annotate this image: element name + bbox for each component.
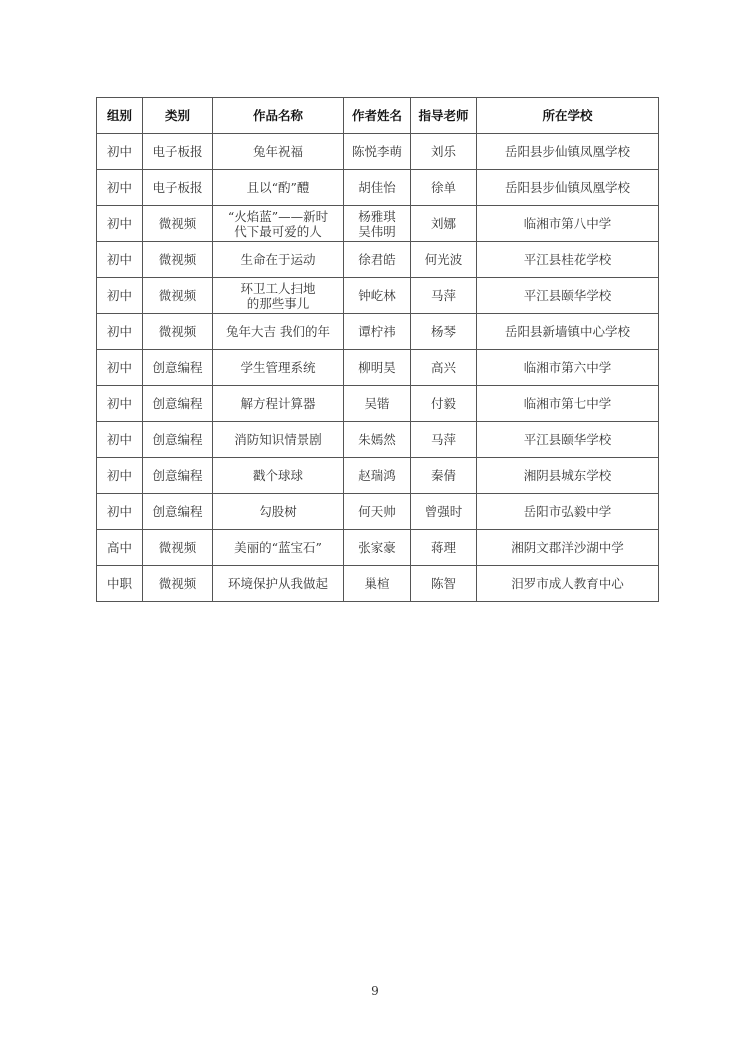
table-row	[97, 494, 659, 530]
category-cell: 微视频	[143, 242, 213, 278]
work-title-cell: 环卫工人扫地 的那些事儿	[213, 278, 344, 314]
group-cell: 初中	[97, 386, 143, 422]
category-cell: 微视频	[143, 278, 213, 314]
advisor-cell: 杨琴	[411, 314, 477, 350]
group-cell: 初中	[97, 206, 143, 242]
category-cell: 创意编程	[143, 422, 213, 458]
work-title-cell: 兔年大吉 我们的年	[213, 314, 344, 350]
column-header-category: 类别	[143, 98, 213, 134]
work-title-cell: 学生管理系统	[213, 350, 344, 386]
author-cell: 柳明昊	[344, 350, 411, 386]
table-row	[97, 206, 659, 242]
school-cell: 岳阳县新墙镇中心学校	[477, 314, 659, 350]
work-title-cell: “火焰蓝”——新时 代下最可爱的人	[213, 206, 344, 242]
table-row	[97, 458, 659, 494]
work-title-cell: 生命在于运动	[213, 242, 344, 278]
category-cell: 电子板报	[143, 134, 213, 170]
school-cell: 岳阳县步仙镇凤凰学校	[477, 134, 659, 170]
award-works-table	[96, 97, 659, 602]
group-cell: 初中	[97, 314, 143, 350]
table-row	[97, 530, 659, 566]
author-cell: 赵瑞鸿	[344, 458, 411, 494]
author-cell: 巢楦	[344, 566, 411, 602]
advisor-cell: 曾强时	[411, 494, 477, 530]
work-title-cell: 且以“酌”醴	[213, 170, 344, 206]
column-header-group: 组别	[97, 98, 143, 134]
advisor-cell: 马萍	[411, 422, 477, 458]
category-cell: 微视频	[143, 530, 213, 566]
table-row	[97, 242, 659, 278]
table-row	[97, 314, 659, 350]
category-cell: 微视频	[143, 566, 213, 602]
category-cell: 电子板报	[143, 170, 213, 206]
group-cell: 初中	[97, 350, 143, 386]
table-row	[97, 170, 659, 206]
advisor-cell: 刘乐	[411, 134, 477, 170]
author-cell: 朱嫣然	[344, 422, 411, 458]
school-cell: 湘阴文郡洋沙湖中学	[477, 530, 659, 566]
header-row	[97, 98, 659, 134]
column-header-work-title: 作品名称	[213, 98, 344, 134]
author-cell: 钟屹林	[344, 278, 411, 314]
advisor-cell: 蒋理	[411, 530, 477, 566]
table-row	[97, 422, 659, 458]
table-row	[97, 386, 659, 422]
author-cell: 张家豪	[344, 530, 411, 566]
school-cell: 平江县桂花学校	[477, 242, 659, 278]
author-cell: 杨雅琪 吴伟明	[344, 206, 411, 242]
column-header-school: 所在学校	[477, 98, 659, 134]
category-cell: 创意编程	[143, 458, 213, 494]
table-row	[97, 566, 659, 602]
table-row	[97, 350, 659, 386]
category-cell: 微视频	[143, 314, 213, 350]
group-cell: 高中	[97, 530, 143, 566]
work-title-cell: 美丽的“蓝宝石”	[213, 530, 344, 566]
group-cell: 初中	[97, 458, 143, 494]
group-cell: 中职	[97, 566, 143, 602]
group-cell: 初中	[97, 494, 143, 530]
work-title-cell: 环境保护从我做起	[213, 566, 344, 602]
group-cell: 初中	[97, 134, 143, 170]
work-title-cell: 解方程计算器	[213, 386, 344, 422]
work-title-cell: 消防知识情景剧	[213, 422, 344, 458]
page-number: 9	[371, 984, 379, 998]
group-cell: 初中	[97, 422, 143, 458]
school-cell: 临湘市第六中学	[477, 350, 659, 386]
advisor-cell: 何光波	[411, 242, 477, 278]
work-title-cell: 兔年祝福	[213, 134, 344, 170]
author-cell: 胡佳怡	[344, 170, 411, 206]
advisor-cell: 马萍	[411, 278, 477, 314]
advisor-cell: 徐单	[411, 170, 477, 206]
school-cell: 汨罗市成人教育中心	[477, 566, 659, 602]
group-cell: 初中	[97, 242, 143, 278]
advisor-cell: 陈智	[411, 566, 477, 602]
author-cell: 陈悦李萌	[344, 134, 411, 170]
work-title-cell: 戳个球球	[213, 458, 344, 494]
group-cell: 初中	[97, 170, 143, 206]
category-cell: 微视频	[143, 206, 213, 242]
school-cell: 平江县颐华学校	[477, 278, 659, 314]
category-cell: 创意编程	[143, 350, 213, 386]
table-header	[97, 98, 659, 134]
category-cell: 创意编程	[143, 494, 213, 530]
school-cell: 湘阴县城东学校	[477, 458, 659, 494]
author-cell: 徐君皓	[344, 242, 411, 278]
author-cell: 吴锴	[344, 386, 411, 422]
column-header-author: 作者姓名	[344, 98, 411, 134]
advisor-cell: 付毅	[411, 386, 477, 422]
author-cell: 谭柠祎	[344, 314, 411, 350]
table-row	[97, 134, 659, 170]
author-cell: 何天帅	[344, 494, 411, 530]
school-cell: 岳阳县步仙镇凤凰学校	[477, 170, 659, 206]
category-cell: 创意编程	[143, 386, 213, 422]
school-cell: 平江县颐华学校	[477, 422, 659, 458]
school-cell: 临湘市第七中学	[477, 386, 659, 422]
work-title-cell: 勾股树	[213, 494, 344, 530]
table-row	[97, 278, 659, 314]
column-header-advisor: 指导老师	[411, 98, 477, 134]
advisor-cell: 秦倩	[411, 458, 477, 494]
school-cell: 临湘市第八中学	[477, 206, 659, 242]
group-cell: 初中	[97, 278, 143, 314]
school-cell: 岳阳市弘毅中学	[477, 494, 659, 530]
advisor-cell: 刘娜	[411, 206, 477, 242]
advisor-cell: 高兴	[411, 350, 477, 386]
table-body	[97, 134, 659, 602]
